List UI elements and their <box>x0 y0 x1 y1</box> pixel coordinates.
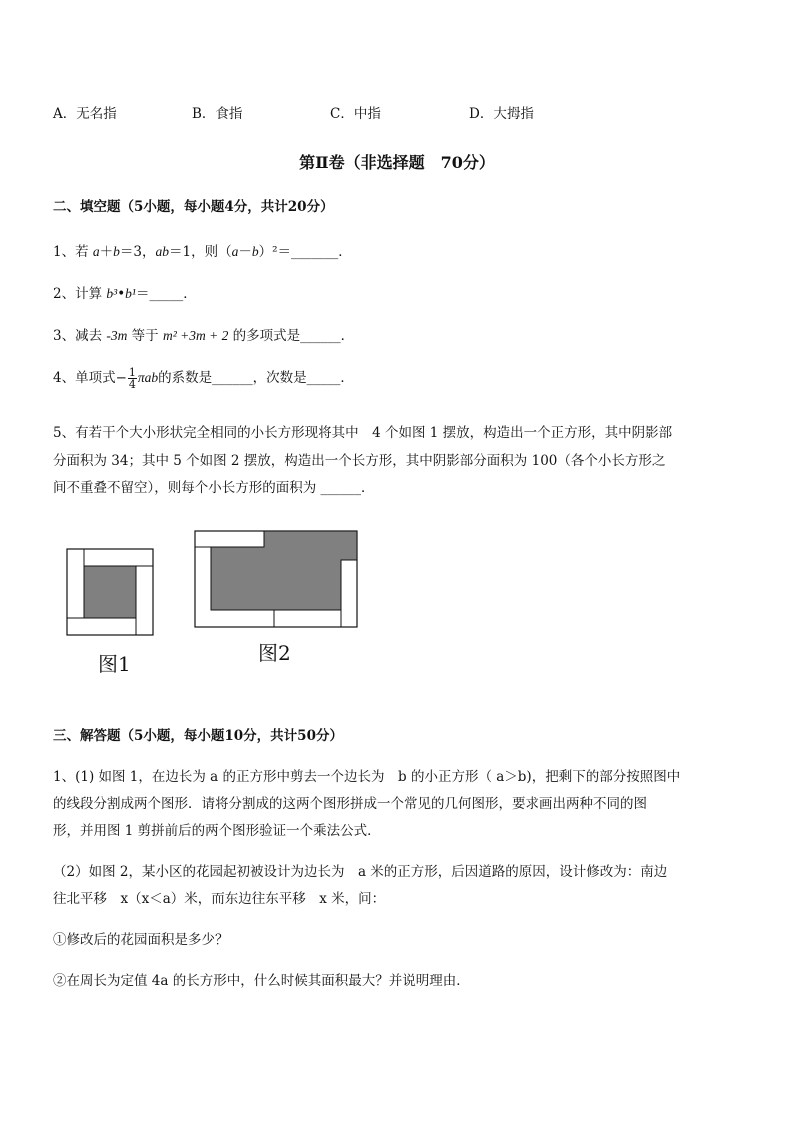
fig1-shaded-square <box>84 566 136 618</box>
fill-q3: 3、减去 -3m 等于 m² +3m + 2 的多项式是______． <box>53 328 355 344</box>
solve-q1-part2-line2: 往北平移 x（x＜a）米，而东边往东平移 x 米，问： <box>53 891 386 907</box>
solve-q1-part1-line3: 形，并用图 1 剪拼前后的两个图形验证一个乘法公式． <box>53 823 381 839</box>
solve-q1-sub1: ①修改后的花园面积是多少？ <box>53 932 229 948</box>
fill-q4: 4、单项式− $\frac{1}{4}$ πab的系数是______，次数是_____． <box>53 366 354 391</box>
solve-q1-part1-line1: 1、(1) 如图 1，在边长为 a 的正方形中剪去一个边长为 b 的小正方形（ a＞b)，把剩下的部分按照图中 <box>53 769 681 785</box>
figure-1 <box>66 548 156 638</box>
fill-q5-line1: 5、有若干个大小形状完全相同的小长方形现将其中 4 个如图 1 摆放，构造出一个正方形，其中阴影部 <box>53 425 673 441</box>
section3-heading: 三、解答题（5小题，每小题10分，共计50分） <box>53 728 343 744</box>
fill-q5-line2: 分面积为 34；其中 5 个如图 2 摆放，构造出一个长方形，其中阴影部分面积为 100（各个小长方形之 <box>53 453 666 469</box>
fill-q2: 2、计算 b³•b¹＝_____． <box>53 286 197 302</box>
fraction: $\frac{1}{4}$ <box>128 366 136 391</box>
solve-q1-part2-line1: （2）如图 2，某小区的花园起初被设计为边长为 a 米的正方形，后因道路的原因，设计修改为：南边 <box>53 864 668 880</box>
option-c: C．中指 <box>330 106 381 122</box>
fill-q5-line3: 间不重叠不留空），则每个小长方形的面积为 ______． <box>53 480 375 496</box>
fill-q1: 1、若 a＋b＝3，ab＝1，则（a－b）²＝_______． <box>53 244 352 260</box>
fig1-label: 图1 <box>98 652 131 676</box>
figure-2 <box>194 530 360 630</box>
fig2-label: 图2 <box>258 641 291 665</box>
part2-title: 第Ⅱ卷（非选择题 70分） <box>299 153 495 172</box>
option-b: B．食指 <box>192 106 243 122</box>
solve-q1-sub2: ②在周长为定值 4a 的长方形中，什么时候其面积最大？并说明理由． <box>53 973 470 989</box>
option-a: A．无名指 <box>53 106 117 122</box>
section2-heading: 二、填空题（5小题，每小题4分，共计20分） <box>53 199 334 215</box>
option-d: D．大拇指 <box>469 106 534 122</box>
solve-q1-part1-line2: 的线段分割成两个图形．请将分割成的这两个图形拼成一个常见的几何图形，要求画出两种不同的图 <box>53 796 647 812</box>
